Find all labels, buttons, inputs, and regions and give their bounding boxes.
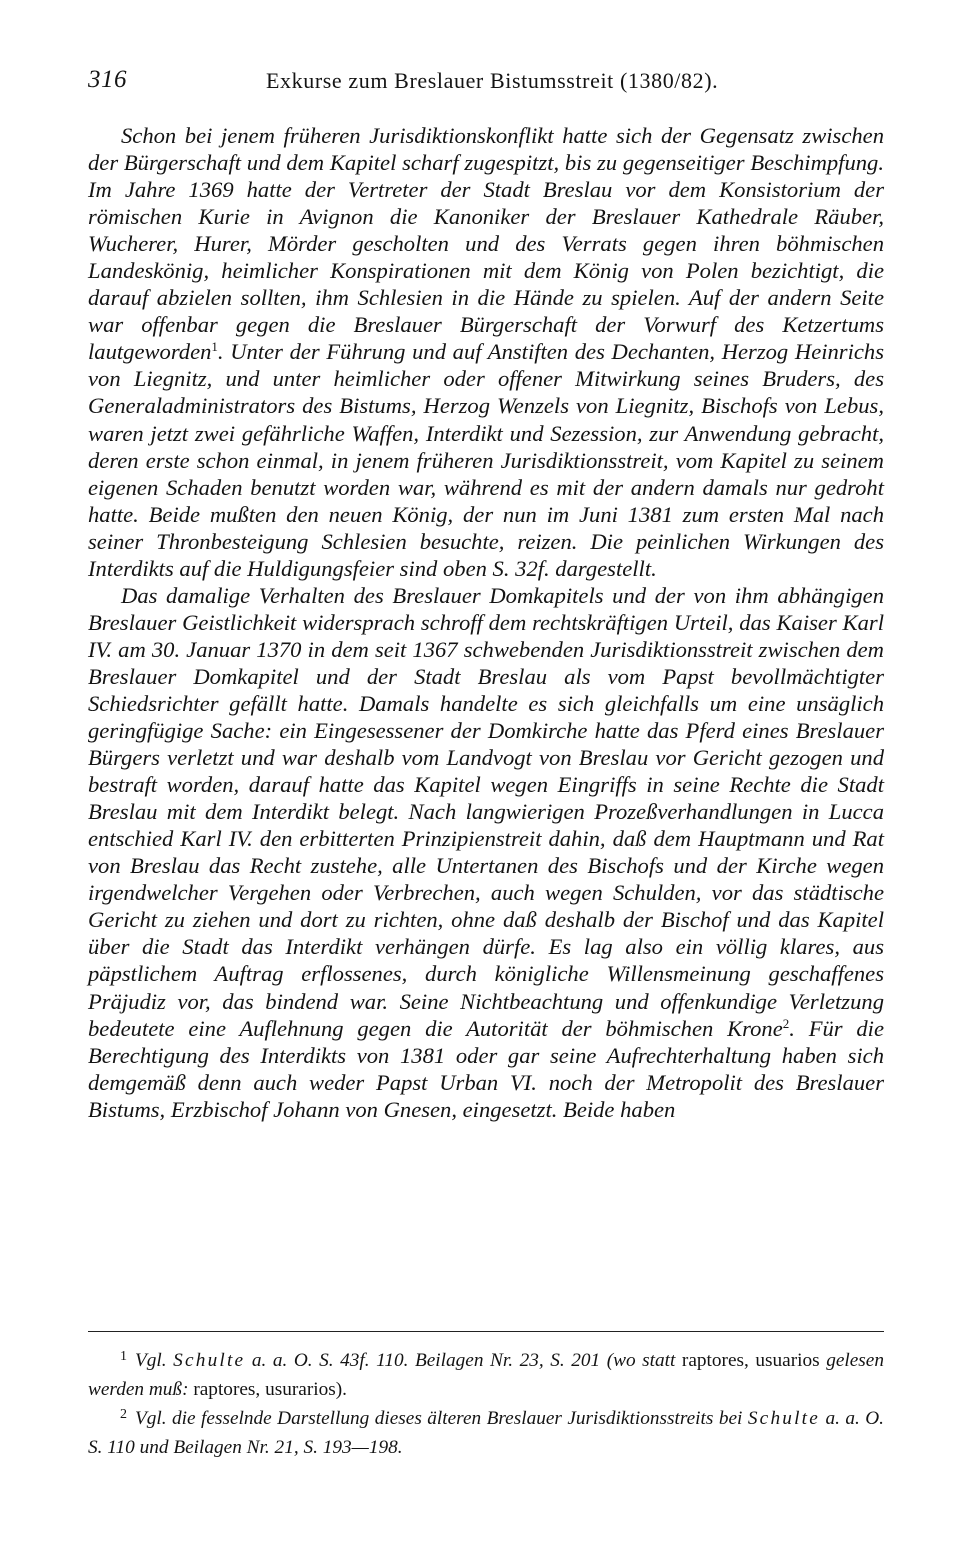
- footnote-reference: 1: [211, 339, 218, 355]
- footnote-text: a. a. O. S. 43f. 110. Beilagen Nr. 23, S. 201 (wo statt: [251, 1350, 676, 1371]
- footnote-2: [88, 1404, 884, 1462]
- footnotes: [88, 1346, 884, 1462]
- running-title: Exkurse zum Breslauer Bistumsstreit (1380/82).: [266, 68, 719, 93]
- footnote-mark: 1: [120, 1349, 127, 1364]
- main-text: [88, 122, 884, 1123]
- paragraph-text: . Unter der Führung und auf Anstiften des Dechanten, Herzog Heinrichs von Liegnitz, und unter heimlicher oder offener Mitwirkung seines Bruders, des Generaladministrators des Bistums, Herzog Wenzels von Liegnitz, Bischofs von Lebus, waren jetzt zwei gefährliche Waffen, Interdikt und Sezession, zur Anwendung gebracht, deren erste schon einmal, in jenem früheren Jurisdiktionsstreit, vom Kapitel zu seinem eigenen Schaden benutzt worden war, während es mit der andern damals nur gedroht hatte. Beide mußten den neuen König, der nun im Juni 1381 zum ersten Mal nach seiner Thronbesteigung Schlesien besuchte, reizen. Die peinlichen Wirkungen des Interdikts auf die Huldigungsfeier sind oben S. 32f. dargestellt.: [88, 339, 884, 581]
- page-header: [88, 66, 888, 100]
- footnote-1: [88, 1346, 884, 1404]
- paragraph: [88, 582, 884, 1123]
- page-number: 316: [88, 66, 127, 93]
- footnote-text: gelesen werden muß:: [88, 1350, 885, 1400]
- footnote-mark: 2: [120, 1407, 127, 1422]
- footnote-text: Vgl. die fesselnde Darstellung dieses älteren Breslauer Jurisdiktionsstreits bei: [135, 1408, 743, 1429]
- paragraph-text: . Für die Berechtigung des Interdikts von 1381 oder gar seine Aufrechterhaltung haben sich demgemäß denn auch weder Papst Urban VI. noch der Metropolit des Breslauer Bistums, Erzbischof Johann von Gnesen, eingesetzt. Beide haben: [88, 1015, 884, 1122]
- footnote-separator: [88, 1331, 884, 1332]
- footnote-author: Schulte: [747, 1408, 820, 1429]
- footnote-text: a. a. O. S. 110 und Beilagen Nr. 21, S. 193—198.: [88, 1408, 884, 1458]
- footnote-text: raptores, usurarios).: [193, 1379, 347, 1400]
- paragraph-text: Schon bei jenem früheren Jurisdiktionskonflikt hatte sich der Gegensatz zwischen der Bürgerschaft und dem Kapitel scharf zugespitzt, bis zu gegenseitiger Beschimpfung. Im Jahre 1369 hatte der Vertreter der Stadt Breslau vor dem Konsistorium der römischen Kurie in Avignon die Kanoniker der Breslauer Kathedrale Räuber, Wucherer, Hurer, Mörder gescholten und des Verrats gegen ihren böhmischen Landeskönig, heimlicher Konspirationen mit dem König von Polen bezichtigt, die darauf abzielen sollten, ihm Schlesien in die Hände zu spielen. Auf der andern Seite war offenbar gegen die Breslauer Bürgerschaft der Vorwurf des Ketzertums lautgeworden: [88, 123, 884, 365]
- footnote-reference: 2: [782, 1015, 790, 1031]
- paragraph: [88, 122, 884, 582]
- paragraph-text: Das damalige Verhalten des Breslauer Domkapitels und der von ihm abhängigen Breslauer Geistlichkeit widersprach schroff dem rechtskräftigen Urteil, das Kaiser Karl IV. am 30. Januar 1370 in dem seit 1367 schwebenden Jurisdiktionsstreit zwischen dem Breslauer Domkapitel und der Stadt Breslau als vom Papst bevollmächtigter Schiedsrichter gefällt hatte. Damals handelte es sich gleichfalls um eine unsäglich geringfügige Sache: ein Eingesessener der Domkirche hatte das Pferd eines Breslauer Bürgers verletzt und war deshalb vom Landvogt von Breslau vor Gericht gezogen und bestraft worden, darauf hatte das Kapitel wegen Eingriffs in seine Rechte die Stadt Breslau mit dem Interdikt belegt. Nach langwierigen Prozeßverhandlungen in Lucca entschied Karl IV. den erbitterten Prinzipienstreit dahin, daß dem Hauptmann und Rat von Breslau das Recht zustehe, alle Untertanen des Bischofs und der Kirche wegen irgendwelcher Vergehen oder Verbrechen, auch wegen Schulden, vor das städtische Gericht zu ziehen und dort zu richten, ohne daß deshalb der Bischof und das Kapitel über die Stadt das Interdikt verhängen dürfe. Es lag also ein völlig klares, aus päpstlichem Auftrag erflossenes, durch königliche Willensmeinung geschaffenes Präjudiz vor, das bindend war. Seine Nichtbeachtung und offenkundige Verletzung bedeutete eine Auflehnung gegen die Autorität der böhmischen Krone: [88, 582, 884, 1041]
- footnote-author: Schulte: [173, 1350, 246, 1371]
- footnote-text: Vgl.: [135, 1350, 167, 1371]
- footnote-text: raptores, usuarios: [681, 1350, 820, 1371]
